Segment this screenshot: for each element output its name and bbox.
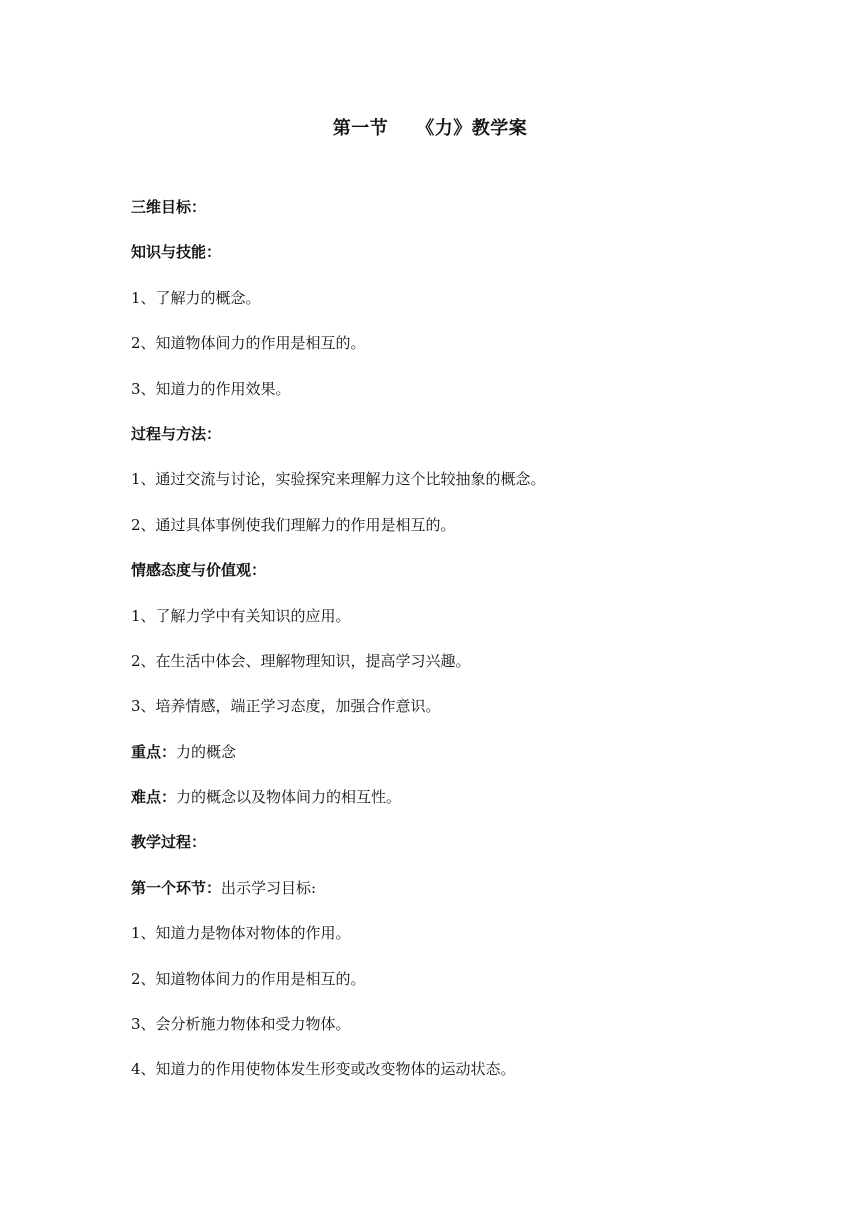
list-item <box>131 1009 771 1054</box>
line-label: 情感态度与价值观： <box>131 561 267 580</box>
list-item <box>131 964 771 1009</box>
heading-knowledge-skills <box>131 237 771 282</box>
line-text: 3、培养情感，端正学习态度，加强合作意识。 <box>131 697 441 716</box>
list-item <box>131 464 771 509</box>
list-item <box>131 691 771 736</box>
line-text: 3、知道力的作用效果。 <box>131 379 291 398</box>
difficult-point <box>131 782 771 827</box>
list-item <box>131 328 771 373</box>
first-step <box>131 873 771 918</box>
list-item <box>131 918 771 963</box>
key-point <box>131 737 771 782</box>
line-text: 力的概念 <box>176 742 237 761</box>
line-text: 1、了解力学中有关知识的应用。 <box>131 606 351 625</box>
list-item <box>131 510 771 555</box>
list-item <box>131 646 771 691</box>
list-item <box>131 374 771 419</box>
heading-teaching-process <box>131 827 771 872</box>
list-item <box>131 283 771 328</box>
line-text: 3、会分析施力物体和受力物体。 <box>131 1015 351 1034</box>
line-label: 教学过程： <box>131 833 207 852</box>
list-item <box>131 601 771 646</box>
document-body <box>131 192 771 1100</box>
line-text: 2、通过具体事例使我们理解力的作用是相互的。 <box>131 515 456 534</box>
line-text: 2、知道物体间力的作用是相互的。 <box>131 334 366 353</box>
line-label: 过程与方法： <box>131 424 222 443</box>
line-text: 1、知道力是物体对物体的作用。 <box>131 924 351 943</box>
line-text: 力的概念以及物体间力的相互性。 <box>176 788 402 807</box>
line-text: 4、知道力的作用使物体发生形变或改变物体的运动状态。 <box>131 1060 516 1079</box>
document-title: 第一节 《力》教学案 <box>332 118 528 139</box>
heading-process-methods <box>131 419 771 464</box>
line-text: 2、在生活中体会、理解物理知识，提高学习兴趣。 <box>131 651 471 670</box>
line-text: 1、了解力的概念。 <box>131 288 261 307</box>
line-label: 重点： <box>131 742 177 761</box>
line-label: 第一个环节： <box>131 878 222 897</box>
heading-emotion-values <box>131 555 771 600</box>
line-text: 出示学习目标: <box>221 878 317 897</box>
line-text: 1、通过交流与讨论，实验探究来理解力这个比较抽象的概念。 <box>131 470 546 489</box>
line-label: 难点： <box>131 788 177 807</box>
line-label: 知识与技能： <box>131 243 222 262</box>
line-text: 2、知道物体间力的作用是相互的。 <box>131 969 366 988</box>
list-item <box>131 1054 771 1099</box>
heading-three-dim-goals <box>131 192 771 237</box>
line-label: 三维目标： <box>131 198 207 216</box>
